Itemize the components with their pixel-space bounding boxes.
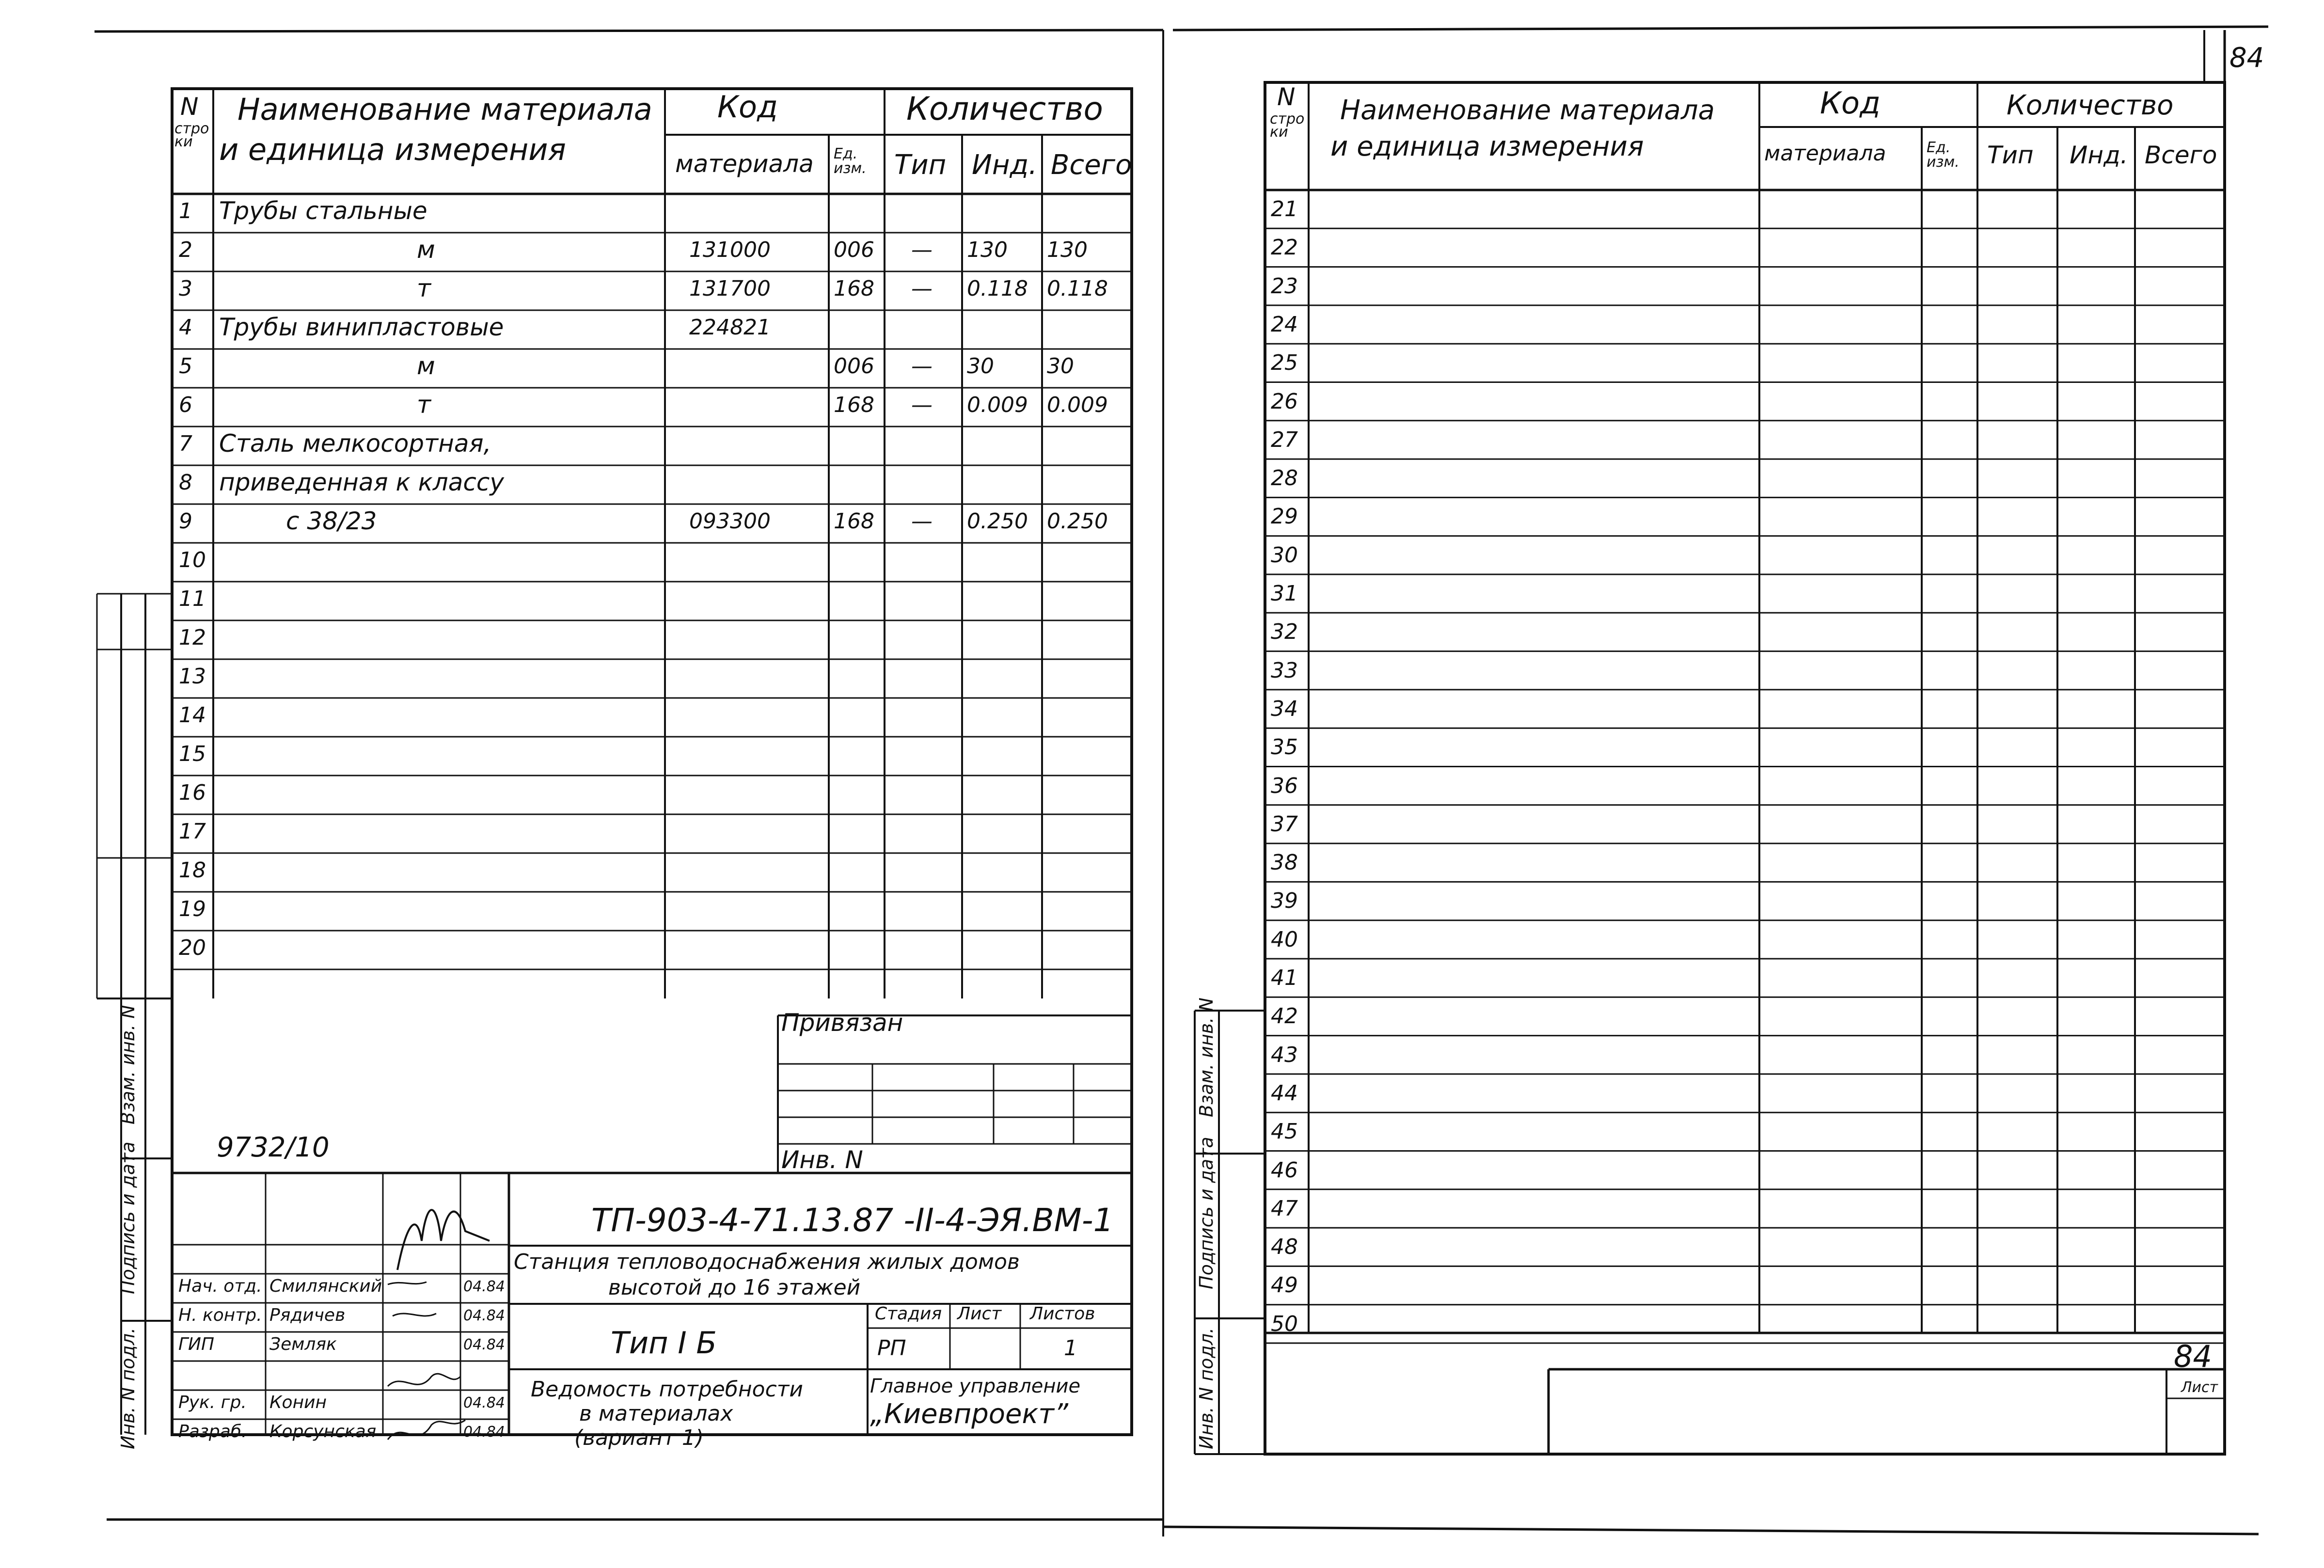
- r-header-quantity: Количество: [2007, 90, 2174, 121]
- header-name-line1: Наименование материала: [237, 92, 652, 127]
- r-header-qty-total: Всего: [2145, 141, 2217, 169]
- r-header-code-material: материала: [1764, 141, 1886, 166]
- r-header-name-line2: и единица измерения: [1330, 131, 1644, 162]
- r-header-qty-ind: Инд.: [2070, 141, 2128, 169]
- header-row-no-sub: стро ки: [174, 120, 209, 150]
- page-top-edge: [95, 30, 1163, 32]
- material-name: т: [417, 274, 431, 302]
- material-name: приведенная к классу: [219, 468, 504, 496]
- material-code: 224821: [689, 315, 771, 340]
- row-number: 1: [179, 199, 192, 223]
- unit-code: 006: [834, 238, 874, 262]
- org-line1: Главное управление: [870, 1375, 1081, 1397]
- row-number: 8: [179, 470, 192, 495]
- row-number: 9: [179, 509, 192, 534]
- signer-date: 04.84: [463, 1278, 505, 1295]
- row-number: 11: [179, 586, 206, 611]
- material-name: Трубы винипластовые: [219, 313, 504, 341]
- row-number: 49: [1271, 1273, 1298, 1298]
- row-number: 6: [179, 393, 192, 417]
- right-frame: [1265, 82, 2225, 1454]
- material-name: м: [417, 352, 435, 380]
- row-number: 45: [1271, 1119, 1298, 1144]
- row-number: 44: [1271, 1080, 1298, 1106]
- r-sheet-number: 84: [2174, 1339, 2212, 1374]
- material-name: м: [417, 236, 435, 264]
- title-line2: высотой до 16 этажей: [608, 1275, 861, 1300]
- sheets-label: Листов: [1030, 1304, 1095, 1324]
- qty-type: —: [911, 238, 933, 262]
- qty-total: 0.118: [1047, 276, 1108, 301]
- sheet-label: Лист: [957, 1304, 1002, 1324]
- row-number: 12: [179, 625, 206, 650]
- row-number: 20: [179, 935, 206, 960]
- signer-name: Рядичев: [269, 1305, 346, 1325]
- r-header-code: Код: [1820, 85, 1881, 121]
- qty-ind: 0.118: [967, 276, 1028, 301]
- row-number: 32: [1271, 619, 1298, 645]
- row-number: 29: [1271, 504, 1298, 529]
- qty-type: —: [911, 276, 933, 301]
- row-number: 31: [1271, 581, 1298, 606]
- qty-total: 130: [1047, 238, 1088, 262]
- signature-3: [393, 1314, 436, 1316]
- signer-role: Рук. гр.: [178, 1393, 247, 1412]
- row-number: 39: [1271, 888, 1298, 914]
- row-number: 3: [179, 276, 192, 301]
- header-code-material: материала: [675, 150, 814, 178]
- row-number: 7: [179, 431, 192, 456]
- row-number: 25: [1271, 350, 1298, 376]
- row-number: 30: [1271, 542, 1298, 568]
- signer-name: Конин: [269, 1393, 327, 1412]
- qty-ind: 0.009: [967, 393, 1028, 417]
- row-number: 46: [1271, 1157, 1298, 1183]
- material-code: 093300: [689, 509, 771, 534]
- signature-2: [388, 1282, 427, 1284]
- page-top-edge-right: [1173, 27, 2268, 30]
- unit-code: 168: [834, 509, 874, 534]
- header-name-line2: и единица измерения: [219, 132, 566, 167]
- row-number: 34: [1271, 696, 1298, 721]
- qty-total: 0.250: [1047, 509, 1108, 534]
- signer-name: Земляк: [269, 1334, 337, 1354]
- qty-type: —: [911, 354, 933, 379]
- qty-ind: 30: [967, 354, 994, 379]
- side-label-replace-inv: Взам. инв. N: [117, 1005, 139, 1125]
- signature-5: [388, 1374, 460, 1386]
- unit-code: 168: [834, 276, 874, 301]
- row-number: 28: [1271, 466, 1298, 491]
- row-number: 5: [179, 354, 192, 379]
- row-number: 41: [1271, 966, 1298, 990]
- row-number: 10: [179, 548, 206, 572]
- header-row-no: N: [180, 93, 199, 121]
- row-number: 47: [1271, 1196, 1298, 1221]
- material-name: т: [417, 391, 431, 419]
- type-label: Тип I Б: [611, 1325, 717, 1361]
- org-line2: „Киевпроект”: [870, 1398, 1068, 1430]
- material-name: с 38/23: [286, 507, 377, 535]
- row-number: 16: [179, 780, 206, 805]
- doc-name-line1: Ведомость потребности: [531, 1377, 804, 1402]
- row-number: 37: [1271, 811, 1298, 837]
- row-number: 43: [1271, 1042, 1298, 1067]
- row-number: 4: [179, 315, 192, 340]
- row-number: 19: [179, 897, 206, 921]
- row-number: 2: [179, 238, 192, 262]
- row-number: 26: [1271, 389, 1298, 414]
- unit-code: 006: [834, 354, 874, 379]
- row-number: 36: [1271, 773, 1298, 798]
- header-code-unit: Ед. изм.: [834, 145, 867, 177]
- r-side-label-inv-original: Инв. N подл.: [1196, 1327, 1217, 1449]
- signer-role: Разраб.: [178, 1422, 247, 1441]
- qty-total: 30: [1047, 354, 1074, 379]
- header-qty-total: Всего: [1051, 149, 1132, 181]
- header-quantity: Количество: [906, 90, 1103, 127]
- signature-6: [388, 1420, 465, 1440]
- signer-date: 04.84: [463, 1307, 505, 1324]
- signer-date: 04.84: [463, 1336, 505, 1353]
- header-code: Код: [717, 89, 778, 125]
- doc-name-line3: (вариант 1): [574, 1425, 704, 1450]
- qty-ind: 0.250: [967, 509, 1028, 534]
- doc-code: ТП-903-4-71.13.87 -II-4-ЭЯ.ВМ-1: [591, 1202, 1114, 1239]
- row-number: 17: [179, 819, 206, 844]
- page-number: 84: [2229, 42, 2264, 74]
- row-number: 24: [1271, 312, 1298, 337]
- row-number: 18: [179, 858, 206, 883]
- inv-label: Инв. N: [781, 1146, 863, 1174]
- signer-date: 04.84: [463, 1394, 505, 1411]
- signer-role: Нач. отд.: [178, 1276, 262, 1296]
- qty-total: 0.009: [1047, 393, 1108, 417]
- row-number: 22: [1271, 235, 1298, 260]
- title-line1: Станция тепловодоснабжения жилых домов: [514, 1250, 1020, 1274]
- r-header-qty-type: Тип: [1987, 141, 2034, 169]
- r-side-label-replace-inv: Взам. инв. N: [1196, 998, 1217, 1117]
- archive-number: 9732/10: [217, 1132, 330, 1163]
- row-number: 23: [1271, 273, 1298, 299]
- signer-role: ГИП: [178, 1334, 215, 1354]
- unit-code: 168: [834, 393, 874, 417]
- row-number: 15: [179, 742, 206, 766]
- material-name: Трубы стальные: [219, 197, 427, 225]
- row-number: 38: [1271, 850, 1298, 875]
- row-number: 14: [179, 703, 206, 728]
- signer-name: Корсунская: [269, 1422, 377, 1441]
- qty-ind: 130: [967, 238, 1008, 262]
- material-code: 131700: [689, 276, 771, 301]
- signature-1: [397, 1210, 490, 1270]
- header-qty-ind: Инд.: [972, 149, 1038, 181]
- row-number: 42: [1271, 1004, 1298, 1029]
- sheets-value: 1: [1064, 1336, 1077, 1361]
- r-side-label-signature-date: Подпись и дата: [1196, 1137, 1217, 1289]
- qty-type: —: [911, 509, 933, 534]
- side-label-signature-date: Подпись и дата: [117, 1141, 139, 1294]
- stage-label: Стадия: [875, 1304, 942, 1324]
- signer-date: 04.84: [463, 1424, 505, 1441]
- stage-value: РП: [877, 1336, 906, 1361]
- binding-label: Привязан: [781, 1009, 903, 1037]
- row-number: 50: [1271, 1311, 1298, 1336]
- row-number: 27: [1271, 427, 1298, 452]
- r-header-name-line1: Наименование материала: [1340, 95, 1715, 126]
- header-qty-type: Тип: [894, 149, 947, 181]
- r-header-code-unit: Ед. изм.: [1927, 139, 1960, 171]
- row-number: 40: [1271, 927, 1298, 952]
- row-number: 13: [179, 664, 206, 689]
- qty-type: —: [911, 393, 933, 417]
- material-name: Сталь мелкосортная,: [219, 429, 491, 458]
- r-header-row-no-sub: стро ки: [1270, 111, 1305, 141]
- side-label-inv-original: Инв. N подл.: [117, 1327, 139, 1449]
- material-code: 131000: [689, 238, 771, 262]
- row-number: 48: [1271, 1235, 1298, 1260]
- doc-name-line2: в материалах: [579, 1401, 733, 1426]
- signer-name: Смилянский: [269, 1276, 382, 1296]
- row-number: 35: [1271, 735, 1298, 760]
- row-number: 21: [1271, 197, 1298, 222]
- r-header-row-no: N: [1277, 83, 1296, 111]
- signer-role: Н. контр.: [178, 1305, 262, 1325]
- r-sheet-label: Лист: [2181, 1379, 2218, 1396]
- page-bottom-edge-right: [1163, 1527, 2259, 1534]
- row-number: 33: [1271, 658, 1298, 683]
